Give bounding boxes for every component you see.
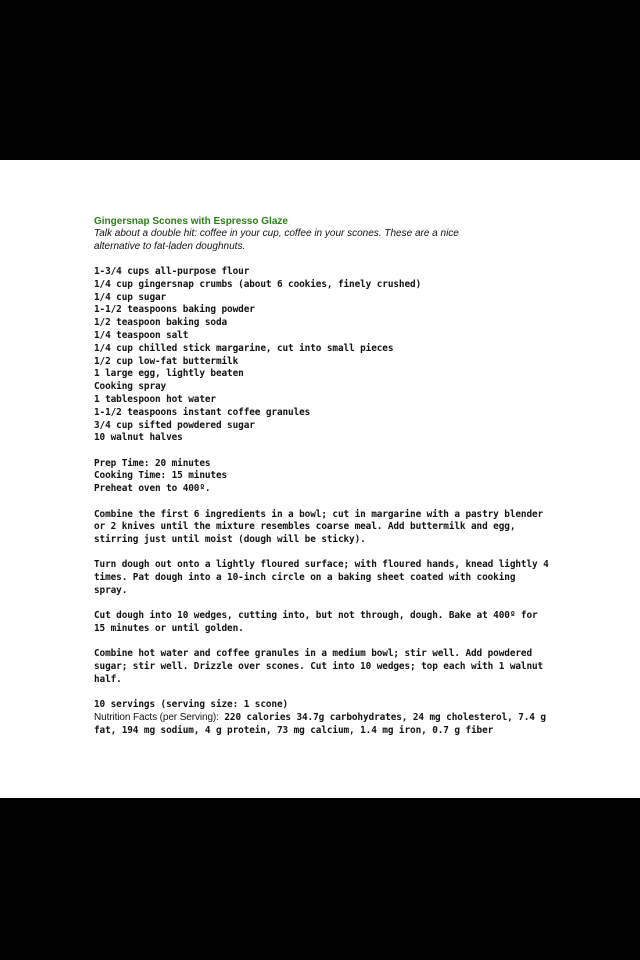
ingredient-item: 1-1/2 teaspoons instant coffee granules (94, 406, 311, 418)
ingredient-item: Cooking spray (94, 381, 167, 393)
instruction-step: Cut dough into 10 wedges, cutting into, but not through, dough. Bake at 400º for 15 minutes or until golden. (94, 610, 538, 635)
instruction-step: Combine hot water and coffee granules in a medium bowl; stir well. Add powdered sugar; stir well. Drizzle over scones. Cut into 10 wedges; top each with 1 walnut half. (94, 648, 544, 686)
ingredient-item: 1/4 cup gingersnap crumbs (about 6 cookies, finely crushed) (94, 278, 422, 290)
recipe-title: Gingersnap Scones with Espresso Glaze (94, 216, 288, 227)
instruction-step: Turn dough out onto a lightly floured surface; with floured hands, knead lightly 4 times. Pat dough into a 10-inch circle on a baking sheet coated with cooking spray. (94, 559, 549, 597)
ingredient-item: 1/2 teaspoon baking soda (94, 317, 228, 329)
ingredient-item: 1/4 cup chilled stick margarine, cut into small pieces (94, 342, 394, 354)
prep-time: Prep Time: 20 minutes (94, 457, 211, 469)
cooking-time: Cooking Time: 15 minutes (94, 470, 228, 482)
nutrition-label: Nutrition Facts (per Serving): (94, 712, 219, 724)
document-page (0, 160, 640, 798)
ingredient-item: 1/2 cup low-fat buttermilk (94, 355, 239, 367)
ingredient-item: 1-3/4 cups all-purpose flour (94, 266, 250, 277)
servings-line: 10 servings (serving size: 1 scone) (94, 699, 289, 711)
ingredient-item: 3/4 cup sifted powdered sugar (94, 419, 255, 431)
ingredient-item: 1 large egg, lightly beaten (94, 368, 244, 380)
nutrition-values: 220 calories 34.7g carbohydrates, 24 mg cholesterol, 7.4 g fat, 194 mg sodium, 4 g protein, 73 mg calcium, 1.4 mg iron, 0.7 g fiber (94, 712, 546, 736)
ingredient-item: 1/4 teaspoon salt (94, 329, 189, 341)
instruction-step: Combine the first 6 ingredients in a bowl; cut in margarine with a pastry blender or 2 knives until the mixture resembles coarse meal. Add buttermilk and egg, stirring just until moist (dough will be sticky). (94, 508, 544, 546)
recipe-intro: Talk about a double hit: coffee in your cup, coffee in your scones. These are a nice alternative to fat-laden doughnuts. (94, 228, 459, 252)
ingredient-item: 1-1/2 teaspoons baking powder (94, 304, 255, 316)
recipe-document (94, 216, 554, 738)
preheat-note: Preheat oven to 400º. (94, 483, 211, 495)
ingredient-item: 1/4 cup sugar (94, 291, 167, 303)
ingredient-item: 10 walnut halves (94, 432, 183, 444)
ingredient-item: 1 tablespoon hot water (94, 393, 216, 405)
nutrition-facts (94, 712, 554, 738)
time-block (94, 458, 554, 496)
ingredient-list (94, 266, 554, 445)
